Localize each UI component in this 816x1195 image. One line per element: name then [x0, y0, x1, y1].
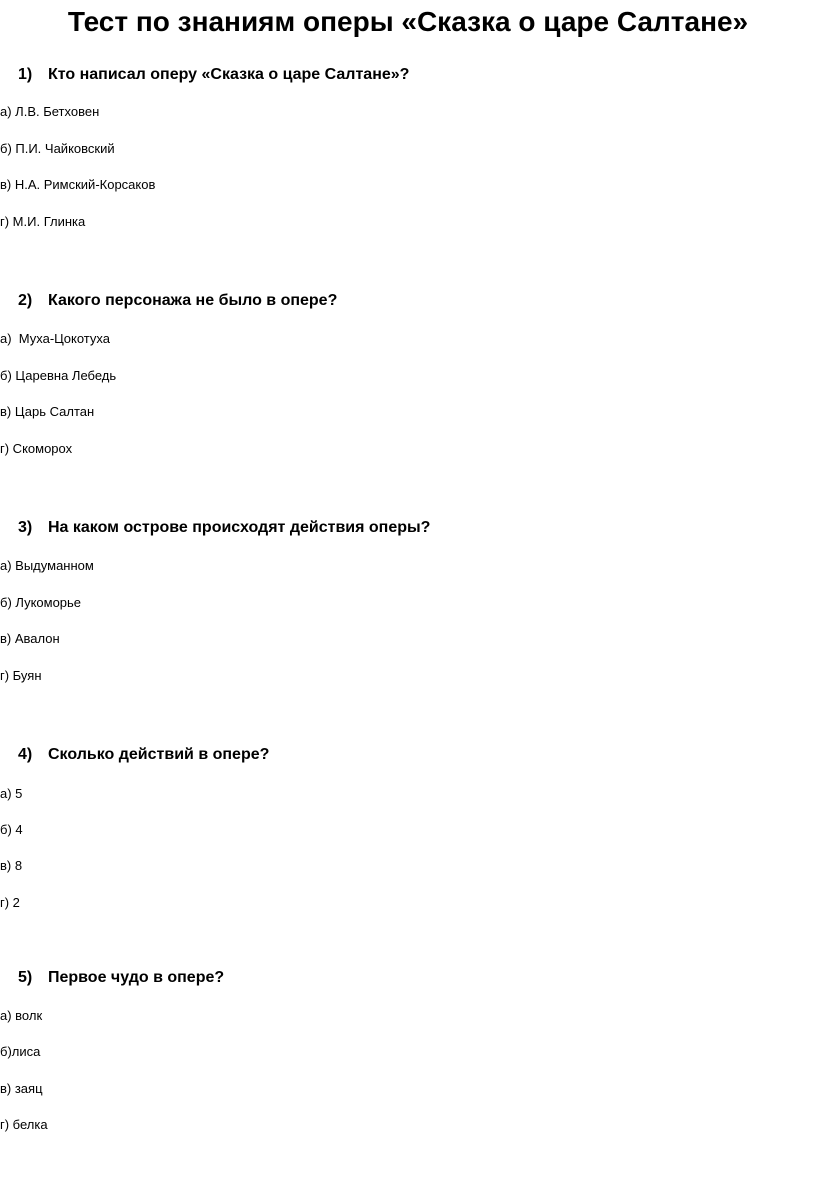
answer-option: в) Царь Салтан [0, 404, 95, 419]
question-number: 3) [18, 519, 33, 536]
answer-option: а) Выдуманном [0, 558, 94, 573]
question-text: На каком острове происходят действия оперы? [48, 519, 431, 536]
answer-option: г) белка [0, 1117, 48, 1132]
answer-option: б)лиса [0, 1044, 41, 1059]
question-5 [18, 968, 224, 988]
answer-option: в) Н.А. Римский-Корсаков [0, 177, 156, 192]
question-text: Первое чудо в опере? [48, 969, 225, 986]
question-text: Сколько действий в опере? [48, 746, 270, 763]
answer-option: г) Буян [0, 668, 42, 683]
question-number: 4) [18, 746, 33, 763]
question-number: 5) [18, 969, 33, 986]
question-number: 1) [18, 66, 33, 83]
answer-option: б) 4 [0, 822, 23, 837]
answer-option: б) Царевна Лебедь [0, 368, 117, 383]
answer-option: а) Муха-Цокотуха [0, 331, 110, 346]
question-2 [18, 291, 337, 311]
question-4 [18, 745, 269, 765]
answer-option: б) П.И. Чайковский [0, 141, 115, 156]
answer-option: б) Лукоморье [0, 595, 82, 610]
answer-option: г) 2 [0, 895, 20, 910]
answer-option: а) волк [0, 1008, 43, 1023]
answer-option: в) заяц [0, 1081, 43, 1096]
answer-option: в) Авалон [0, 631, 60, 646]
answer-option: г) М.И. Глинка [0, 214, 86, 229]
answer-option: в) 8 [0, 858, 23, 873]
question-text: Кто написал оперу «Сказка о царе Салтане»? [48, 66, 410, 83]
answer-option: а) 5 [0, 786, 23, 801]
page-title: Тест по знаниям оперы «Сказка о царе Салтане» [67, 6, 749, 37]
question-number: 2) [18, 292, 33, 309]
question-3 [18, 518, 430, 538]
answer-option: г) Скоморох [0, 441, 73, 456]
question-1 [18, 65, 409, 85]
question-text: Какого персонажа не было в опере? [48, 292, 338, 309]
answer-option: а) Л.В. Бетховен [0, 104, 100, 119]
